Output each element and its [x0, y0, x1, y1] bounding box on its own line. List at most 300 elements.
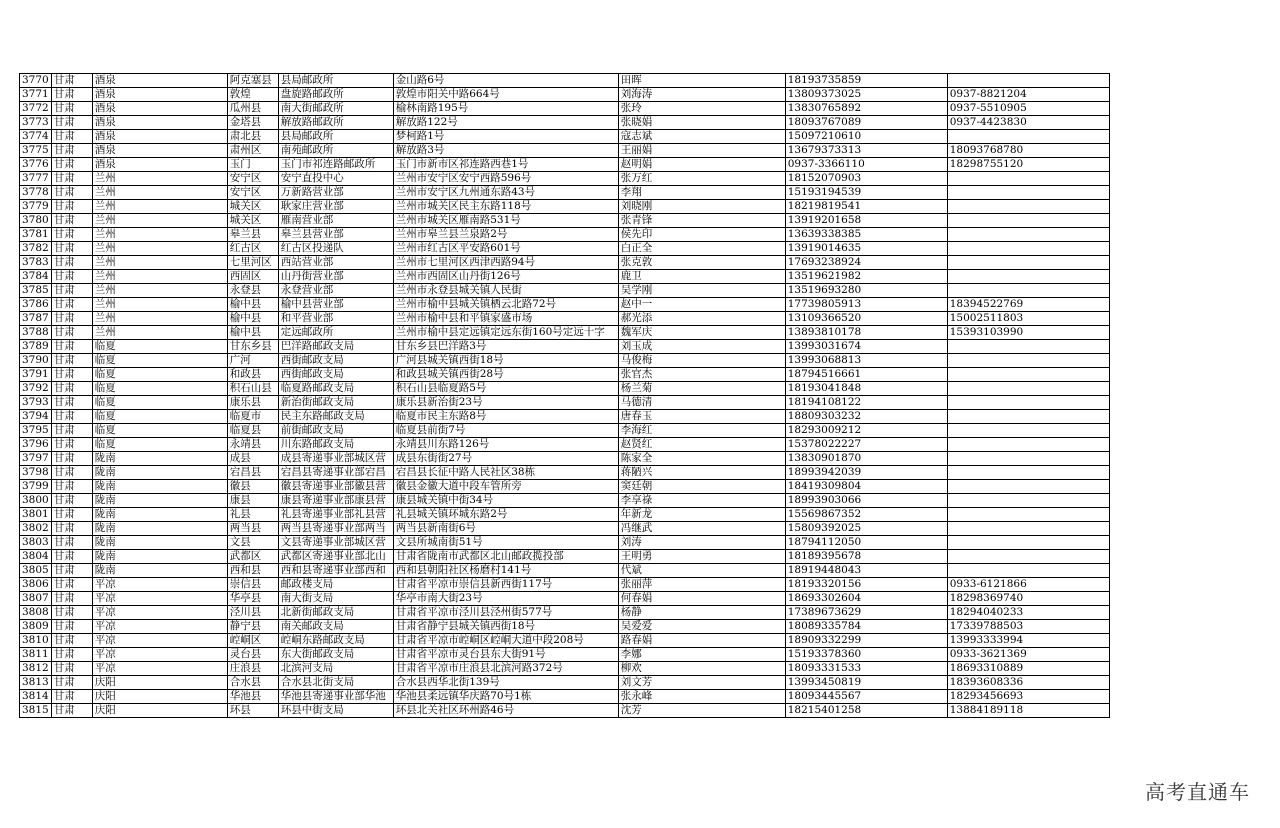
province-cell: 甘肃 [51, 200, 92, 214]
office-name-cell: 成县寄递事业部城区营 [278, 452, 393, 466]
office-name-cell: 临夏路邮政支局 [278, 382, 393, 396]
phone-cell: 18194108122 [785, 396, 947, 410]
table-row [20, 592, 1110, 606]
contact-name-cell: 张永峰 [618, 690, 785, 704]
office-name-cell: 县局邮政所 [278, 74, 393, 88]
district-cell: 瓜州县 [227, 102, 278, 116]
province-cell: 甘肃 [51, 130, 92, 144]
address-cell: 和政县城关镇西街28号 [393, 368, 618, 382]
district-cell: 文县 [227, 536, 278, 550]
table-body [20, 74, 1110, 718]
row-number-cell: 3786 [20, 298, 52, 312]
contact-name-cell: 魏军庆 [618, 326, 785, 340]
district-cell: 灵台县 [227, 648, 278, 662]
table-row [20, 116, 1110, 130]
alt-phone-cell [947, 242, 1109, 256]
alt-phone-cell [947, 410, 1109, 424]
phone-cell: 13109366520 [785, 312, 947, 326]
province-cell: 甘肃 [51, 410, 92, 424]
phone-cell: 15193194539 [785, 186, 947, 200]
row-number-cell: 3806 [20, 578, 52, 592]
office-name-cell: 文县寄递事业部城区营 [278, 536, 393, 550]
city-cell: 陇南 [92, 466, 227, 480]
district-cell: 环县 [227, 704, 278, 718]
district-cell: 榆中县 [227, 312, 278, 326]
office-name-cell: 南大街支局 [278, 592, 393, 606]
contact-name-cell: 马俊梅 [618, 354, 785, 368]
table-row [20, 284, 1110, 298]
address-cell: 甘肃省平凉市崇信县新西街117号 [393, 578, 618, 592]
contact-name-cell: 张克敦 [618, 256, 785, 270]
office-name-cell: 川东路邮政支局 [278, 438, 393, 452]
contact-name-cell: 李娜 [618, 648, 785, 662]
alt-phone-cell [947, 340, 1109, 354]
office-name-cell: 解放路邮政所 [278, 116, 393, 130]
contact-name-cell: 窦廷朝 [618, 480, 785, 494]
contact-name-cell: 沈芳 [618, 704, 785, 718]
table-row [20, 200, 1110, 214]
district-cell: 金塔县 [227, 116, 278, 130]
office-name-cell: 榆中县营业部 [278, 298, 393, 312]
contact-name-cell: 张青锋 [618, 214, 785, 228]
district-cell: 城关区 [227, 200, 278, 214]
row-number-cell: 3783 [20, 256, 52, 270]
phone-cell: 13519621982 [785, 270, 947, 284]
phone-cell: 15097210610 [785, 130, 947, 144]
office-name-cell: 康县寄递事业部康县营 [278, 494, 393, 508]
table-row [20, 368, 1110, 382]
contact-name-cell: 王丽娟 [618, 144, 785, 158]
alt-phone-cell: 0937-4423830 [947, 116, 1109, 130]
district-cell: 华亭县 [227, 592, 278, 606]
district-cell: 甘东乡县 [227, 340, 278, 354]
row-number-cell: 3798 [20, 466, 52, 480]
phone-cell: 18293009212 [785, 424, 947, 438]
office-name-cell: 民主东路邮政支局 [278, 410, 393, 424]
district-cell: 西固区 [227, 270, 278, 284]
district-cell: 礼县 [227, 508, 278, 522]
row-number-cell: 3773 [20, 116, 52, 130]
district-cell: 华池县 [227, 690, 278, 704]
contact-name-cell: 张丽萍 [618, 578, 785, 592]
district-cell: 徽县 [227, 480, 278, 494]
row-number-cell: 3813 [20, 676, 52, 690]
province-cell: 甘肃 [51, 564, 92, 578]
address-cell: 徽县金徽大道中段车管所旁 [393, 480, 618, 494]
district-cell: 皋兰县 [227, 228, 278, 242]
province-cell: 甘肃 [51, 438, 92, 452]
table-row [20, 620, 1110, 634]
office-name-cell: 武都区寄递事业部北山 [278, 550, 393, 564]
contact-name-cell: 刘涛 [618, 536, 785, 550]
row-number-cell: 3814 [20, 690, 52, 704]
address-cell: 兰州市安宁区安宁西路596号 [393, 172, 618, 186]
city-cell: 陇南 [92, 536, 227, 550]
province-cell: 甘肃 [51, 690, 92, 704]
table-row [20, 186, 1110, 200]
phone-cell: 15378022227 [785, 438, 947, 452]
phone-cell: 18193041848 [785, 382, 947, 396]
contact-name-cell: 路春娟 [618, 634, 785, 648]
office-name-cell: 和平营业部 [278, 312, 393, 326]
phone-cell: 18909332299 [785, 634, 947, 648]
city-cell: 临夏 [92, 354, 227, 368]
district-cell: 庄浪县 [227, 662, 278, 676]
table-row [20, 578, 1110, 592]
address-cell: 兰州市西固区山丹街126号 [393, 270, 618, 284]
alt-phone-cell [947, 368, 1109, 382]
phone-cell: 13830901870 [785, 452, 947, 466]
province-cell: 甘肃 [51, 494, 92, 508]
row-number-cell: 3774 [20, 130, 52, 144]
table-row [20, 74, 1110, 88]
table-row [20, 382, 1110, 396]
contact-name-cell: 杨兰菊 [618, 382, 785, 396]
phone-cell: 18993903066 [785, 494, 947, 508]
office-name-cell: 南关邮政支局 [278, 620, 393, 634]
address-cell: 礼县城关镇环城东路2号 [393, 508, 618, 522]
address-cell: 兰州市永登县城关镇人民街 [393, 284, 618, 298]
contact-name-cell: 侯先印 [618, 228, 785, 242]
phone-cell: 15809392025 [785, 522, 947, 536]
city-cell: 兰州 [92, 312, 227, 326]
province-cell: 甘肃 [51, 284, 92, 298]
row-number-cell: 3789 [20, 340, 52, 354]
table-row [20, 424, 1110, 438]
alt-phone-cell [947, 550, 1109, 564]
table-row [20, 452, 1110, 466]
watermark-text: 高考直通车 [1145, 780, 1250, 804]
alt-phone-cell: 18693310889 [947, 662, 1109, 676]
district-cell: 肃北县 [227, 130, 278, 144]
address-cell: 甘肃省平凉市灵台县东大街91号 [393, 648, 618, 662]
address-cell: 华亭市南大街23号 [393, 592, 618, 606]
district-cell: 临夏县 [227, 424, 278, 438]
alt-phone-cell [947, 270, 1109, 284]
address-cell: 华池县柔远镇华庆路70号1栋 [393, 690, 618, 704]
province-cell: 甘肃 [51, 74, 92, 88]
table-row [20, 662, 1110, 676]
city-cell: 兰州 [92, 284, 227, 298]
alt-phone-cell [947, 214, 1109, 228]
alt-phone-cell [947, 480, 1109, 494]
contact-name-cell: 郝光添 [618, 312, 785, 326]
address-cell: 积石山县临夏路5号 [393, 382, 618, 396]
row-number-cell: 3794 [20, 410, 52, 424]
address-cell: 梦柯路1号 [393, 130, 618, 144]
office-name-cell: 南大街邮政所 [278, 102, 393, 116]
contact-name-cell: 马德清 [618, 396, 785, 410]
address-cell: 敦煌市阳关中路664号 [393, 88, 618, 102]
phone-cell: 13993450819 [785, 676, 947, 690]
alt-phone-cell [947, 494, 1109, 508]
row-number-cell: 3815 [20, 704, 52, 718]
district-cell: 两当县 [227, 522, 278, 536]
province-cell: 甘肃 [51, 620, 92, 634]
alt-phone-cell: 15002511803 [947, 312, 1109, 326]
district-cell: 广河 [227, 354, 278, 368]
alt-phone-cell: 15393103990 [947, 326, 1109, 340]
address-cell: 临夏市民主东路8号 [393, 410, 618, 424]
city-cell: 陇南 [92, 480, 227, 494]
district-cell: 宕昌县 [227, 466, 278, 480]
phone-cell: 18089335784 [785, 620, 947, 634]
alt-phone-cell: 18294040233 [947, 606, 1109, 620]
district-cell: 永登县 [227, 284, 278, 298]
district-cell: 阿克塞县 [227, 74, 278, 88]
table-row [20, 214, 1110, 228]
row-number-cell: 3808 [20, 606, 52, 620]
address-cell: 兰州市红古区平安路601号 [393, 242, 618, 256]
address-cell: 金山路6号 [393, 74, 618, 88]
contact-name-cell: 赵明娟 [618, 158, 785, 172]
table-row [20, 508, 1110, 522]
province-cell: 甘肃 [51, 228, 92, 242]
phone-cell: 13830765892 [785, 102, 947, 116]
alt-phone-cell [947, 354, 1109, 368]
office-name-cell: 西站营业部 [278, 256, 393, 270]
alt-phone-cell: 0937-5510905 [947, 102, 1109, 116]
table-row [20, 466, 1110, 480]
address-cell: 兰州市皋兰县兰泉路2号 [393, 228, 618, 242]
province-cell: 甘肃 [51, 648, 92, 662]
contact-name-cell: 王明勇 [618, 550, 785, 564]
province-cell: 甘肃 [51, 270, 92, 284]
office-name-cell: 玉门市祁连路邮政所 [278, 158, 393, 172]
district-cell: 永靖县 [227, 438, 278, 452]
province-cell: 甘肃 [51, 704, 92, 718]
alt-phone-cell: 18393608336 [947, 676, 1109, 690]
city-cell: 兰州 [92, 270, 227, 284]
city-cell: 庆阳 [92, 676, 227, 690]
address-cell: 甘肃省陇南市武都区北山邮政揽投部 [393, 550, 618, 564]
address-cell: 兰州市城关区雁南路531号 [393, 214, 618, 228]
city-cell: 兰州 [92, 172, 227, 186]
table-row [20, 648, 1110, 662]
address-cell: 康乐县新治街23号 [393, 396, 618, 410]
contact-name-cell: 李翔 [618, 186, 785, 200]
office-name-cell: 前街邮政支局 [278, 424, 393, 438]
phone-cell: 18419309804 [785, 480, 947, 494]
table-row [20, 158, 1110, 172]
city-cell: 庆阳 [92, 704, 227, 718]
office-name-cell: 定远邮政所 [278, 326, 393, 340]
phone-cell: 13919201658 [785, 214, 947, 228]
district-cell: 城关区 [227, 214, 278, 228]
contact-name-cell: 刘海涛 [618, 88, 785, 102]
phone-cell: 15193378360 [785, 648, 947, 662]
phone-cell: 13993031674 [785, 340, 947, 354]
row-number-cell: 3803 [20, 536, 52, 550]
row-number-cell: 3802 [20, 522, 52, 536]
office-name-cell: 红古区投递队 [278, 242, 393, 256]
province-cell: 甘肃 [51, 102, 92, 116]
alt-phone-cell [947, 284, 1109, 298]
province-cell: 甘肃 [51, 606, 92, 620]
row-number-cell: 3797 [20, 452, 52, 466]
phone-cell: 18189395678 [785, 550, 947, 564]
contact-name-cell: 寇志斌 [618, 130, 785, 144]
contact-name-cell: 鹿卫 [618, 270, 785, 284]
alt-phone-cell [947, 382, 1109, 396]
table-row [20, 326, 1110, 340]
alt-phone-cell [947, 74, 1109, 88]
data-table [19, 73, 1110, 718]
alt-phone-cell [947, 256, 1109, 270]
city-cell: 陇南 [92, 452, 227, 466]
alt-phone-cell: 18298755120 [947, 158, 1109, 172]
city-cell: 酒泉 [92, 102, 227, 116]
contact-name-cell: 年新龙 [618, 508, 785, 522]
province-cell: 甘肃 [51, 340, 92, 354]
city-cell: 酒泉 [92, 116, 227, 130]
row-number-cell: 3805 [20, 564, 52, 578]
row-number-cell: 3779 [20, 200, 52, 214]
office-name-cell: 永登营业部 [278, 284, 393, 298]
table-row [20, 536, 1110, 550]
address-cell: 甘肃省平凉市泾川县泾州街577号 [393, 606, 618, 620]
contact-name-cell: 杨静 [618, 606, 785, 620]
address-cell: 解放路3号 [393, 144, 618, 158]
office-name-cell: 安宁直投中心 [278, 172, 393, 186]
row-number-cell: 3778 [20, 186, 52, 200]
province-cell: 甘肃 [51, 242, 92, 256]
office-name-cell: 西和县寄递事业部西和 [278, 564, 393, 578]
phone-cell: 18219819541 [785, 200, 947, 214]
alt-phone-cell [947, 564, 1109, 578]
table-row [20, 102, 1110, 116]
row-number-cell: 3811 [20, 648, 52, 662]
city-cell: 陇南 [92, 494, 227, 508]
province-cell: 甘肃 [51, 116, 92, 130]
contact-name-cell: 赵贤红 [618, 438, 785, 452]
province-cell: 甘肃 [51, 592, 92, 606]
city-cell: 陇南 [92, 564, 227, 578]
city-cell: 平凉 [92, 634, 227, 648]
office-name-cell: 皋兰县营业部 [278, 228, 393, 242]
table-row [20, 676, 1110, 690]
table-row [20, 144, 1110, 158]
office-name-cell: 山丹街营业部 [278, 270, 393, 284]
contact-name-cell: 柳欢 [618, 662, 785, 676]
table-row [20, 480, 1110, 494]
table-row [20, 634, 1110, 648]
office-name-cell: 万新路营业部 [278, 186, 393, 200]
row-number-cell: 3787 [20, 312, 52, 326]
province-cell: 甘肃 [51, 256, 92, 270]
district-cell: 崆峒区 [227, 634, 278, 648]
address-cell: 甘东乡县巴洋路3号 [393, 340, 618, 354]
table-row [20, 396, 1110, 410]
alt-phone-cell: 13993333994 [947, 634, 1109, 648]
office-name-cell: 西街邮政支局 [278, 368, 393, 382]
alt-phone-cell [947, 522, 1109, 536]
address-cell: 合水县西华北街139号 [393, 676, 618, 690]
district-cell: 积石山县 [227, 382, 278, 396]
alt-phone-cell: 0933-6121866 [947, 578, 1109, 592]
office-name-cell: 盘旋路邮政所 [278, 88, 393, 102]
table-row [20, 606, 1110, 620]
address-cell: 康县城关镇中街34号 [393, 494, 618, 508]
city-cell: 陇南 [92, 522, 227, 536]
alt-phone-cell: 18298369740 [947, 592, 1109, 606]
province-cell: 甘肃 [51, 368, 92, 382]
phone-cell: 18794516661 [785, 368, 947, 382]
row-number-cell: 3791 [20, 368, 52, 382]
city-cell: 陇南 [92, 508, 227, 522]
province-cell: 甘肃 [51, 382, 92, 396]
office-name-cell: 环县中街支局 [278, 704, 393, 718]
province-cell: 甘肃 [51, 298, 92, 312]
office-name-cell: 县局邮政所 [278, 130, 393, 144]
contact-name-cell: 张玲 [618, 102, 785, 116]
office-name-cell: 徽县寄递事业部徽县营 [278, 480, 393, 494]
alt-phone-cell [947, 172, 1109, 186]
phone-cell: 13519693280 [785, 284, 947, 298]
phone-cell: 18093767089 [785, 116, 947, 130]
row-number-cell: 3775 [20, 144, 52, 158]
alt-phone-cell: 0933-3621369 [947, 648, 1109, 662]
contact-name-cell: 张晓娟 [618, 116, 785, 130]
office-name-cell: 北新街邮政支局 [278, 606, 393, 620]
contact-name-cell: 刘玉成 [618, 340, 785, 354]
city-cell: 酒泉 [92, 88, 227, 102]
address-cell: 兰州市榆中县和平镇家盛市场 [393, 312, 618, 326]
row-number-cell: 3812 [20, 662, 52, 676]
province-cell: 甘肃 [51, 424, 92, 438]
city-cell: 平凉 [92, 578, 227, 592]
province-cell: 甘肃 [51, 396, 92, 410]
office-name-cell: 南苑邮政所 [278, 144, 393, 158]
table-row [20, 704, 1110, 718]
row-number-cell: 3790 [20, 354, 52, 368]
address-cell: 宕昌县长征中路人民社区38栋 [393, 466, 618, 480]
province-cell: 甘肃 [51, 508, 92, 522]
office-name-cell: 崆峒东路邮政支局 [278, 634, 393, 648]
city-cell: 临夏 [92, 396, 227, 410]
phone-cell: 18093445567 [785, 690, 947, 704]
alt-phone-cell: 17339788503 [947, 620, 1109, 634]
city-cell: 临夏 [92, 438, 227, 452]
province-cell: 甘肃 [51, 88, 92, 102]
contact-name-cell: 吴爱爱 [618, 620, 785, 634]
phone-cell: 13639338385 [785, 228, 947, 242]
row-number-cell: 3796 [20, 438, 52, 452]
alt-phone-cell: 18093768780 [947, 144, 1109, 158]
phone-cell: 18794112050 [785, 536, 947, 550]
city-cell: 兰州 [92, 298, 227, 312]
contact-name-cell: 白正全 [618, 242, 785, 256]
contact-name-cell: 蒋陋兴 [618, 466, 785, 480]
phone-cell: 18152070903 [785, 172, 947, 186]
city-cell: 酒泉 [92, 130, 227, 144]
row-number-cell: 3804 [20, 550, 52, 564]
province-cell: 甘肃 [51, 326, 92, 340]
district-cell: 肃州区 [227, 144, 278, 158]
address-cell: 兰州市榆中县定远镇定远东街160号定远十字 [393, 326, 618, 340]
contact-name-cell: 刘文芳 [618, 676, 785, 690]
office-name-cell: 北滨河支局 [278, 662, 393, 676]
city-cell: 平凉 [92, 648, 227, 662]
province-cell: 甘肃 [51, 214, 92, 228]
city-cell: 庆阳 [92, 690, 227, 704]
address-cell: 解放路122号 [393, 116, 618, 130]
alt-phone-cell: 18394522769 [947, 298, 1109, 312]
phone-cell: 17739805913 [785, 298, 947, 312]
office-name-cell: 两当县寄递事业部两当 [278, 522, 393, 536]
city-cell: 酒泉 [92, 144, 227, 158]
city-cell: 临夏 [92, 424, 227, 438]
